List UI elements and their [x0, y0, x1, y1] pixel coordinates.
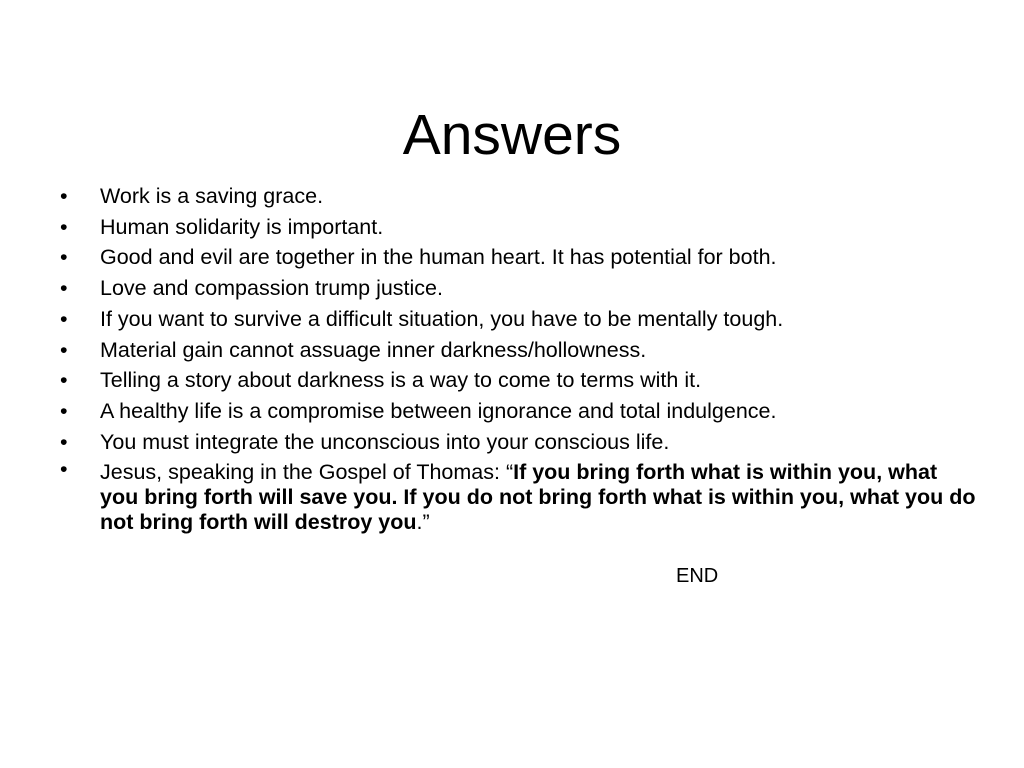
slide-title: Answers	[402, 103, 622, 168]
quote-closing: .”	[416, 510, 430, 535]
list-item-quote	[60, 457, 980, 535]
bullet-text: Good and evil are together in the human heart. It has potential for both.	[100, 245, 777, 270]
list-item	[60, 365, 980, 396]
list-item	[60, 273, 980, 304]
bullet-text: If you want to survive a difficult situation, you have to be mentally tough.	[100, 306, 784, 331]
bullet-icon: •	[60, 245, 68, 270]
bullet-text: Work is a saving grace.	[100, 184, 324, 208]
list-item	[60, 335, 980, 366]
bullet-icon: •	[60, 337, 68, 362]
list-item	[60, 242, 980, 273]
bullet-icon: •	[60, 398, 68, 423]
bullet-text: You must integrate the unconscious into your conscious life.	[100, 429, 670, 454]
bullet-text: Telling a story about darkness is a way to come to terms with it.	[100, 368, 702, 393]
gospel-quote: If you bring forth what is within you, what you bring forth will save you. If you do not bring forth what is within you, what you do not bring forth will destroy you	[100, 460, 976, 535]
bullet-text: Love and compassion trump justice.	[100, 276, 443, 301]
bullet-list	[60, 181, 980, 535]
list-item	[60, 212, 980, 243]
bullet-icon: •	[60, 429, 68, 454]
end-label: END	[676, 565, 719, 587]
bullet-icon: •	[60, 214, 68, 239]
bullet-icon: •	[60, 457, 68, 482]
bullet-icon: •	[60, 276, 68, 301]
bullet-text: Human solidarity is important.	[100, 214, 384, 239]
quote-intro: Jesus, speaking in the Gospel of Thomas: “	[100, 460, 514, 485]
list-item	[60, 304, 980, 335]
bullet-icon: •	[60, 184, 68, 208]
list-item	[60, 427, 980, 458]
bullet-icon: •	[60, 306, 68, 331]
list-item	[60, 396, 980, 427]
bullet-text: Material gain cannot assuage inner darkness/hollowness.	[100, 337, 647, 362]
bullet-icon: •	[60, 368, 68, 393]
list-item	[60, 181, 980, 212]
bullet-text: A healthy life is a compromise between ignorance and total indulgence.	[100, 398, 777, 423]
